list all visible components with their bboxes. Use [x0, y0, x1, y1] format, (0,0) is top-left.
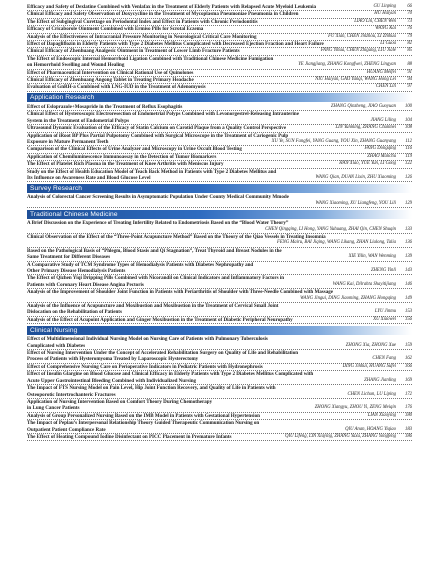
- page-number: 73: [407, 18, 412, 24]
- page-number: 97: [407, 84, 412, 90]
- toc-entry[interactable]: [27, 378, 412, 385]
- article-title: Patients with Coronary Heart Disease Angina Pectoris: [27, 281, 144, 288]
- article-title: The Effect of Heating Compound Iodine Disinfectant on PICC Placement in Premature Infants: [27, 433, 232, 440]
- toc-entry[interactable]: [27, 434, 412, 441]
- toc-entry[interactable]: [27, 154, 412, 161]
- article-title: Dislocation on the Rehabilitation of Patients: [27, 309, 122, 316]
- toc-entry[interactable]: [27, 34, 412, 41]
- article-authors: YE Jiangjiang, ZHANG Kongfwei, ZHENG Lingyan: [298, 62, 396, 68]
- page-number: 162: [404, 356, 412, 362]
- page-number: 149: [404, 295, 412, 301]
- toc-entry[interactable]: [27, 26, 412, 33]
- toc-entry[interactable]: [27, 62, 412, 69]
- page-number: 88: [407, 62, 412, 68]
- page-number: 108: [404, 125, 412, 131]
- section-header: [27, 326, 412, 335]
- section-title: Clinical Nursing: [30, 326, 78, 334]
- section-header: [27, 184, 412, 193]
- toc-entry[interactable]: [27, 19, 412, 26]
- article-title: Application of Chemiluminescence Immunoassay in the Detection of Tumor Biomarkers: [27, 153, 217, 160]
- article-authors: CHEN Fang: [372, 356, 396, 362]
- article-title: Effect of Comprehensive Nursing Care on Perioperative Indicators in Pediatric Patients with Hydronephrosis: [27, 363, 263, 370]
- article-title: Clinical Efficacy of Zhenhuang Angong Tablet in Treating Primary Headache: [27, 77, 194, 84]
- article-title: Effect of Pharmaceutical Intervention on Clinical Rational Use of Quinolones: [27, 69, 194, 76]
- article-title: Efficacy of Cricaborole Ointment Combined with Ermiso Pills for Scrotal Eczema: [27, 26, 204, 33]
- article-authors: HAN Xiao, YUE Yun, LI Gong: [339, 161, 396, 167]
- article-authors: ZHANG Qinzheng, JIAO Guoyuan: [330, 103, 396, 109]
- article-title: Effect of Insulin Glargine on Blood Glucose and Clinical Efficacy in Elderly Patients with Type 2 Diabetes Mellitus Complicated with: [27, 371, 314, 378]
- page-number: 180: [404, 412, 412, 418]
- page-number: 91: [407, 69, 412, 75]
- article-authors: HUANG Meifei: [366, 69, 396, 75]
- toc-entry[interactable]: [27, 84, 412, 91]
- article-title: Application of iRoot BP Plus Partial Pulpotomy Combined with Surgical Microscope in the Treatment of Cariogenic Pulp: [27, 132, 289, 139]
- toc-entry[interactable]: [27, 201, 412, 208]
- article-title: Outpatient Patient Compliance Rate: [27, 426, 106, 433]
- article-authors: QIU Lifeng, LIN Xiaying, ZHANG Yaxu, ZHANG Yongfeng: [285, 433, 396, 439]
- page-number: 159: [404, 342, 412, 348]
- toc-entry[interactable]: [27, 125, 412, 132]
- article-title: The Impact of Peplau’s Interpersonal Relationship Theory Guided Therapeutic Communication Nursing on: [27, 420, 260, 427]
- article-authors: DING Jinhui, HUANG Sufei: [342, 363, 396, 369]
- toc-entry[interactable]: [27, 240, 412, 247]
- section-header: [27, 210, 412, 219]
- article-authors: XIE Yilin, WAN Wenming: [348, 254, 396, 260]
- article-authors: ZHAO Manchu: [367, 153, 396, 159]
- article-authors: WANG Kai, Dilrahta Shayitijiang: [332, 281, 396, 287]
- article-title: Acute Upper Gastrointestinal Bleeding Combined with Individualized Nursing: [27, 377, 197, 384]
- article-authors: WANG Kai: [375, 26, 396, 32]
- article-title: Same Treatment for Different Diseases: [27, 254, 111, 261]
- page-number: 112: [405, 138, 412, 144]
- article-authors: NIU Haiyan, GAO Yanqi, WANG Hong Lei: [315, 77, 396, 83]
- toc-entry[interactable]: [27, 70, 412, 77]
- article-authors: ZHANG Jianling: [364, 377, 396, 383]
- article-title: Clinical Effect of Hysteroscopic Electroresection of Endometrial Polyps Combined with Levonorgestrel-Releasing Intrauterine: [27, 111, 299, 118]
- page-number: 70: [407, 11, 412, 17]
- toc-entry[interactable]: [27, 175, 412, 182]
- page-number: 66: [407, 4, 412, 9]
- page-number: 169: [404, 377, 412, 383]
- toc-column: [27, 4, 412, 441]
- article-authors: LIAN Xiaoying: [367, 412, 396, 418]
- page-number: 82: [407, 41, 412, 47]
- section-title: Application Research: [30, 94, 95, 102]
- toc-entry[interactable]: [27, 405, 412, 412]
- page-number: 79: [407, 33, 412, 39]
- toc-entry[interactable]: [27, 227, 412, 234]
- page-number: 129: [404, 200, 412, 206]
- article-authors: FENG Mairu, BAI Jiqing, WANG Likang, ZHAN Liulong, Talia: [276, 240, 396, 246]
- page-number: 146: [404, 281, 412, 287]
- article-title: The Effect of Platelet Rich Plasma in the Treatment of Knee Arthritis with Meniscus Injury: [27, 161, 224, 168]
- toc-entry[interactable]: [27, 48, 412, 55]
- article-title: Analysis of the Effect of Acupoint Application and Ginger Moxibustion in the Treatment of Diabetic Peripheral Neuropathy: [27, 316, 293, 323]
- article-authors: QIU Anan, HOANG Yiqiao: [345, 426, 396, 432]
- article-authors: CHEN Qingqing, LI Hong, YANG Yuhuang, ZHAI Qin, CHEN Shuqin: [265, 226, 396, 232]
- toc-entry[interactable]: [27, 364, 412, 371]
- article-authors: LIAO Lin, CHEN Wen: [354, 18, 396, 24]
- section-header: [27, 93, 412, 102]
- article-title: Osteoporotic Intertrochanteric Fractures: [27, 391, 116, 398]
- article-authors: CHEN Lichun, LU Liping: [347, 391, 396, 397]
- article-title: Evaluation of GnRH-a Combined with LNG-IUD in the Treatment of Adenomyosis: [27, 84, 206, 91]
- toc-entry[interactable]: [27, 41, 412, 48]
- article-authors: WANG Jingui, DING Jiaoming, ZHANG Hongqing: [300, 295, 396, 301]
- article-title: Process of Patients with Hysteromyoma Treated by Laparoscopic Hysterectomy: [27, 356, 199, 363]
- page-number: 100: [404, 103, 412, 109]
- page-number: 166: [404, 363, 412, 369]
- article-title: Analysis of Colorectal Cancer Screening Results in Asymptomatic Population Under County Medical Community Mmode: [27, 194, 289, 201]
- article-authors: FU Xian, CHEN Jinzhou, LI Zhihua: [328, 33, 396, 39]
- article-title: Effect of Nursing Intervention Under the Concept of Accelerated Rehabilitation Surgery on Quality of Life and Rehabilitation: [27, 350, 299, 357]
- toc-entry[interactable]: [27, 104, 412, 111]
- article-title: Effect of Esloprazole+Mosapride in the Treatment of Reflux Esophagitis: [27, 103, 183, 110]
- article-authors: WANG Xiaoming, XU Liangfeng, YOU Lili: [315, 200, 396, 206]
- article-title: A Brief Discussion on the Experience of Treating Infertility Related to Endometriosis Based on the “Blood Water Theory”: [27, 220, 289, 227]
- article-authors: LI Guoa: [380, 41, 396, 47]
- article-title: A Comparative Study of TCM Syndrome Types of Hemodialysis Patients with Diabetes Nephropathy and: [27, 261, 254, 268]
- article-title: The Effect of Endoscopic Internal Hemorrhoid Ligation Combined with Traditional Chinese Medicine Fumigation: [27, 55, 274, 62]
- page-number: 156: [404, 316, 412, 322]
- toc-entry[interactable]: [27, 413, 412, 420]
- toc-entry[interactable]: [27, 317, 412, 324]
- section-title: Traditional Chinese Medicine: [30, 210, 118, 218]
- toc-entry[interactable]: [27, 146, 412, 153]
- toc-entry[interactable]: [27, 118, 412, 125]
- article-title: The Effect of Subgingival Curettage on Periodontal Index and Effect in Patients with Chronic Periodontitis: [27, 18, 258, 25]
- toc-entry[interactable]: [27, 296, 412, 303]
- page-number: 76: [407, 26, 412, 32]
- article-title: Clinical Efficacy of Zhenhuang Analgesic Ointment in Treatment of Lower Limb Fracture Patients: [27, 48, 240, 55]
- toc-entry[interactable]: [27, 392, 412, 399]
- article-title: Its Influence on Awareness Rate and Blood Glucose Level: [27, 174, 151, 181]
- article-title: Based on the Pathological Basis of “Phlegm, Blood Stasis and Qi Stagnation”, Treat Thyroid and Breast Nodules in the: [27, 247, 282, 254]
- page-number: 119: [405, 153, 412, 159]
- page-number: 183: [404, 426, 412, 432]
- page-number: 104: [404, 117, 412, 123]
- article-title: Effect of Multidimensional Individual Nursing Model on Nursing Care of Patients with Pulmonary Tuberculosis: [27, 336, 268, 343]
- article-title: Efficacy and Safety of Dexlatine Combined with Venlafax in the Treatment of Elderly Patients with Relapsed Acute Myeloid Leukemia: [27, 4, 317, 10]
- article-title: Comparison of the Clinical Effects of Urine Analyzer and Microscopy in Urine Occult Blood Testing: [27, 146, 242, 153]
- article-authors: GU Linping: [373, 4, 396, 9]
- page-number: 172: [404, 391, 412, 397]
- article-title: The Impact of FTS Nursing Model on Pain Level, Hip Joint Function Recovery, and Quality of Life in Patients with: [27, 385, 276, 392]
- article-authors: FANG Yihua, CHEN Zhigang, LIU Jiale: [320, 48, 396, 54]
- article-authors: ZHONG Xiangyu, ZHOU Yi, ZENG Meiqin: [314, 405, 396, 411]
- article-authors: LIN Yunming, ZHANG Chunmei: [335, 125, 396, 131]
- article-title: Application of Nursing Intervention Based on Comfort Theory During Chemotherapy: [27, 398, 213, 405]
- article-title: Clinical Observation of the Effect of the “Three-Point Acupuncture Method” Based on the Theory of the Qiao Vessels in Treating Insomnia: [27, 233, 326, 240]
- article-title: Complicated with Diabetes: [27, 342, 86, 349]
- page-number: 136: [404, 240, 412, 246]
- article-title: Analysis of Group Personalized Nursing Based on the IMB Model in Patients with Gestational Hypertension: [27, 412, 260, 419]
- article-title: The Effect of Qizhen Yiqi Dripping Pills Combined with Nicorandil on Clinical Indicators and Inflammatory Factors in: [27, 275, 285, 282]
- page-number: 116: [405, 146, 412, 152]
- page-number: 153: [404, 309, 412, 315]
- article-authors: ZHENG Yinli: [370, 268, 396, 273]
- article-title: Analysis of the Effectiveness of Intracranial Pressure Monitoring in Neurological Critical Care Monitoring: [27, 33, 257, 40]
- article-title: Exposure in Mature Permanent Teeth: [27, 138, 109, 145]
- toc-entry[interactable]: [27, 254, 412, 261]
- toc-entry[interactable]: [27, 427, 412, 434]
- article-title: Ultrasound Dynamic Evaluation of the Efficacy of Statin Calcium on Carotid Plaque from a Quality Control Perspective: [27, 125, 287, 132]
- article-title: in Lung Cancer Patients: [27, 405, 80, 412]
- article-title: Analysis of the Improvement of Shoulder Joint Function in Patients with Periarthritis of Shoulder with Three-Needle Combined with Massage: [27, 289, 333, 296]
- article-authors: XU Ye, SUN Fangfei, YANG Guang, YOU Xin, ZHANG Guanyang: [271, 138, 396, 144]
- toc-entry[interactable]: [27, 268, 412, 275]
- toc-entry[interactable]: [27, 11, 412, 18]
- article-authors: ZHONG Xia, ZHONG Xue: [345, 342, 396, 348]
- toc-entry[interactable]: [27, 77, 412, 84]
- page-number: 94: [407, 77, 412, 83]
- section-title: Survey Research: [30, 184, 83, 192]
- toc-entry[interactable]: [27, 4, 412, 11]
- page-number: 126: [404, 174, 412, 180]
- article-title: Clinical Efficacy and Safety Observation of Doxycycline in the Treatment of Mycoplasma Pneumoniae Pneumonia in Children: [27, 11, 299, 18]
- page-number: 176: [404, 405, 412, 411]
- page-number: 133: [404, 226, 412, 232]
- page-number: 139: [404, 254, 412, 260]
- page-number: 122: [404, 161, 412, 167]
- article-title: on Hemorrhoid Swelling and Wound Healing: [27, 62, 125, 69]
- article-authors: HU Haiyan: [374, 11, 396, 17]
- toc-entry[interactable]: [27, 282, 412, 289]
- article-title: Analysis of the Influence of Acupuncture and Moxibustion and Moxibustion in the Treatment of Cervical Small Joint: [27, 303, 279, 310]
- toc-entry[interactable]: [27, 309, 412, 316]
- article-authors: WANG Qian, DUAN Lixin, ZHU Xiaoming: [315, 174, 396, 180]
- toc-entry[interactable]: [27, 161, 412, 168]
- article-authors: CHEN Lili: [375, 84, 396, 90]
- article-authors: JIANG Liling: [370, 117, 396, 123]
- article-authors: FANG Dongqing: [364, 146, 396, 152]
- article-title: Other Primary Disease Hemodialysis Patients: [27, 268, 126, 274]
- article-title: Study on the Effect of Health Education Model of Teach Back Method in Patients with Type 2 Diabetes Mellitus and: [27, 168, 277, 175]
- article-authors: XU Xiaowei: [373, 316, 396, 322]
- toc-entry[interactable]: [27, 139, 412, 146]
- page-number: 186: [404, 433, 412, 439]
- toc-entry[interactable]: [27, 343, 412, 350]
- page-number: 85: [407, 48, 412, 54]
- page-number: 143: [404, 268, 412, 273]
- article-title: Effect of Dapagliflozin in Elderly Patients with Type 2 Diabetes Mellitus Complicated with Decreased Ejection Fraction and Heart Failure: [27, 41, 324, 48]
- article-authors: LYU Jinmu: [374, 309, 396, 315]
- article-title: System in the Treatment of Endometrial Polyps: [27, 117, 130, 124]
- toc-entry[interactable]: [27, 356, 412, 363]
